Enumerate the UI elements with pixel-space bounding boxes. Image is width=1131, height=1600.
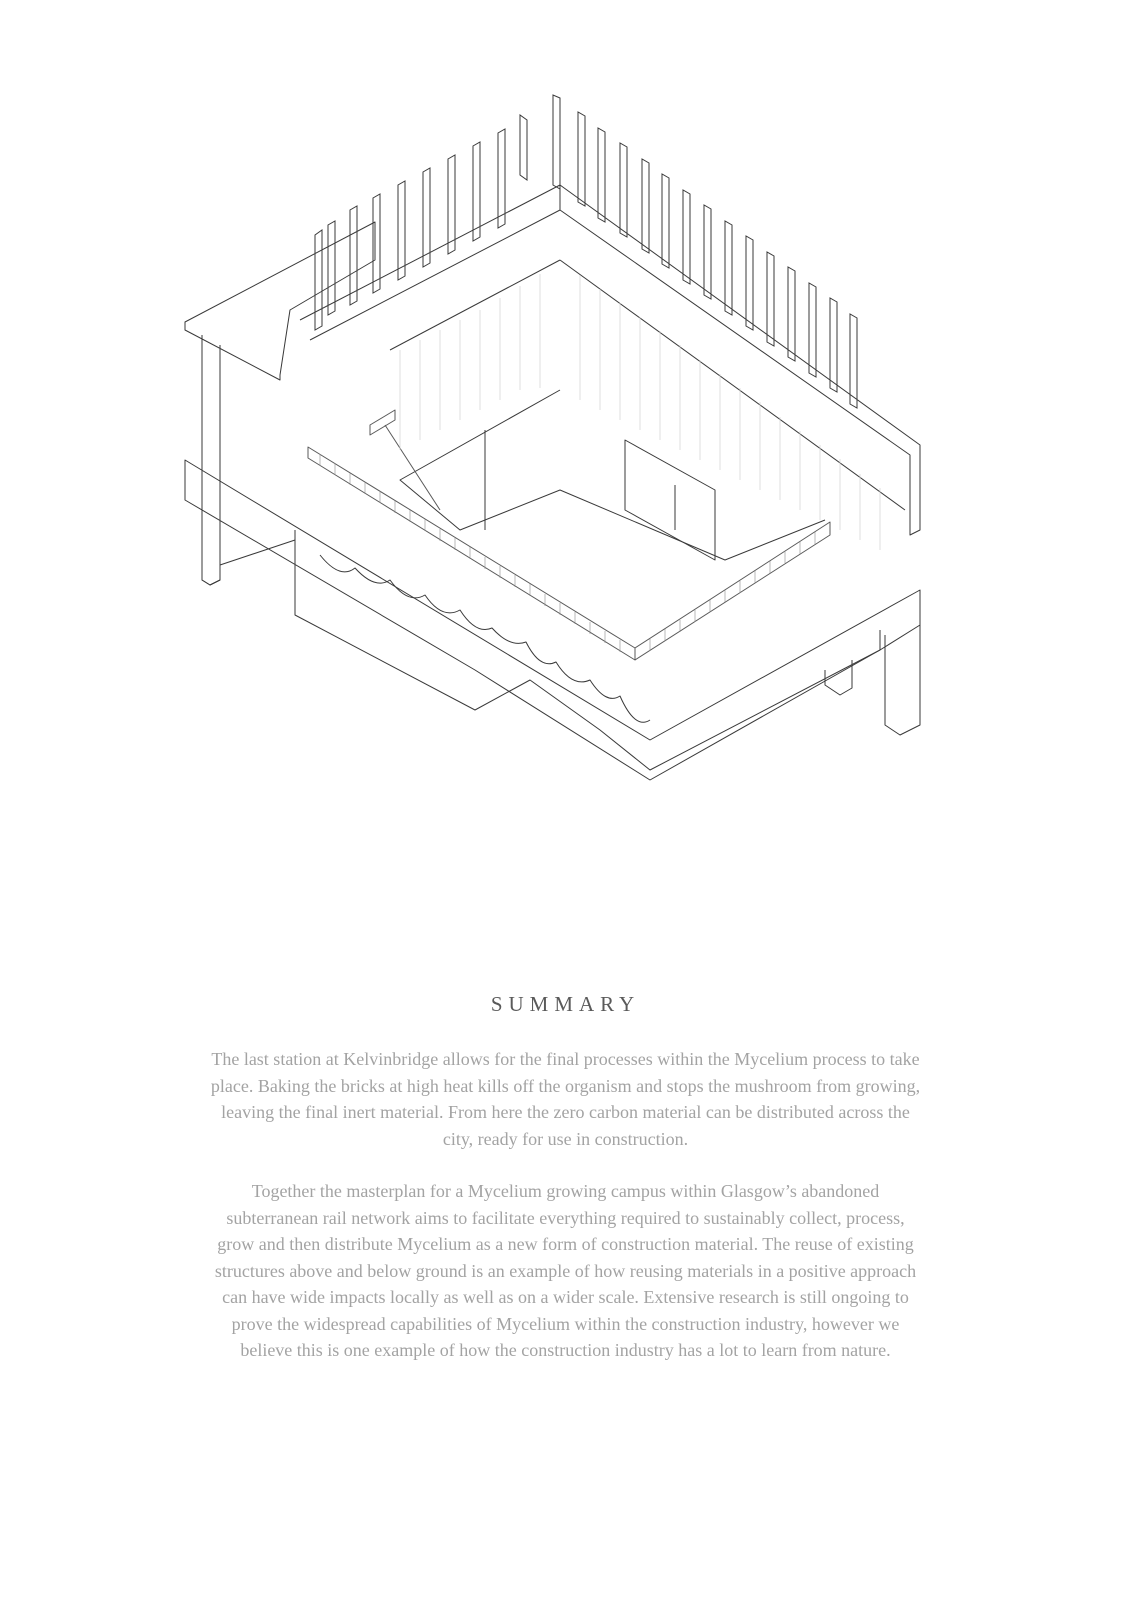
axonometric-svg: [180, 90, 950, 790]
summary-title: SUMMARY: [490, 992, 641, 1016]
window-frame: [625, 440, 715, 560]
balustrade-right: [635, 522, 830, 660]
balustrade-left: [308, 447, 635, 660]
right-lower-column: [885, 625, 920, 735]
summary-paragraph-2: Together the masterplan for a Mycelium growing campus within Glasgow’s abandoned subterranean rail network aims to facilitate everything required to sustainably collect, process, grow and then distribute Mycelium as a new form of construction material. The reuse of existing structures above and below ground is an example of how reusing materials in a positive approach can have wide impacts locally as well as on a wider scale. Extensive research is still ongoing to prove the widespread capabilities of Mycelium within the construction industry, however we believe this is one example of how the construction industry has a lot to learn from nature.: [214, 1181, 917, 1360]
main-floor-slab: [185, 460, 920, 780]
left-lower-column: [202, 510, 295, 585]
right-small-block: [825, 660, 852, 695]
summary-body: [208, 1046, 923, 1390]
summary-paragraph-1: The last station at Kelvinbridge allows for the final processes within the Mycelium process to take place. Baking the bricks at high heat kills off the organism and stops the mushroom from growing, leaving the final inert material. From here the zero carbon material can be distributed across the city, ready for use in construction.: [210, 1049, 921, 1149]
inner-wall-left: [390, 260, 560, 350]
arched-base: [295, 540, 880, 770]
back-wall-right: [560, 185, 920, 535]
upper-left-slab: [185, 222, 375, 380]
void-opening: [400, 390, 825, 560]
staircase: [370, 410, 440, 510]
axonometric-drawing: [180, 90, 950, 790]
left-column: [202, 335, 220, 585]
wall-hatching: [400, 274, 880, 550]
